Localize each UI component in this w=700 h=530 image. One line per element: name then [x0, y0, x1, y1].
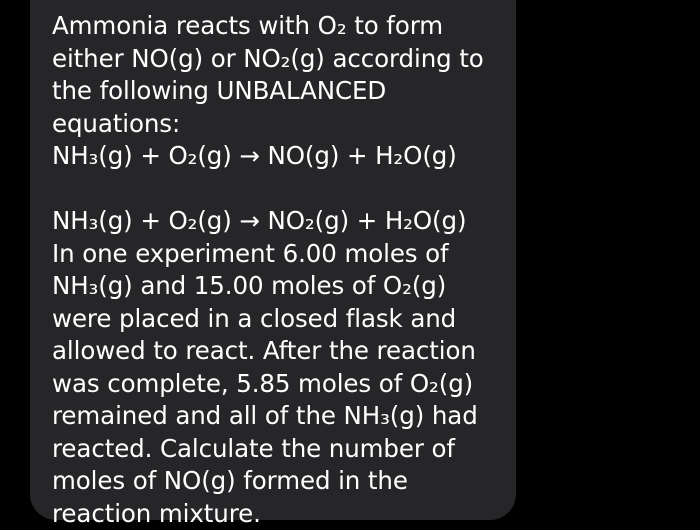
message-line: was complete, 5.85 moles of O₂(g)	[52, 368, 516, 401]
message-line: either NO(g) or NO₂(g) according to	[52, 43, 516, 76]
message-line: Ammonia reacts with O₂ to form	[52, 10, 516, 43]
message-line: equations:	[52, 108, 516, 141]
message-line: the following UNBALANCED	[52, 75, 516, 108]
blank-line	[52, 173, 516, 206]
message-bubble[interactable]	[30, 0, 516, 520]
equation-line: NH₃(g) + O₂(g) → NO₂(g) + H₂O(g)	[52, 205, 516, 238]
message-line: reacted. Calculate the number of	[52, 433, 516, 466]
equation-line: NH₃(g) + O₂(g) → NO(g) + H₂O(g)	[52, 140, 516, 173]
message-line: NH₃(g) and 15.00 moles of O₂(g)	[52, 270, 516, 303]
message-line: reaction mixture.	[52, 498, 516, 530]
message-line: were placed in a closed flask and	[52, 303, 516, 336]
message-line: moles of NO(g) formed in the	[52, 465, 516, 498]
message-line: allowed to react. After the reaction	[52, 335, 516, 368]
message-line: In one experiment 6.00 moles of	[52, 238, 516, 271]
message-line: remained and all of the NH₃(g) had	[52, 400, 516, 433]
